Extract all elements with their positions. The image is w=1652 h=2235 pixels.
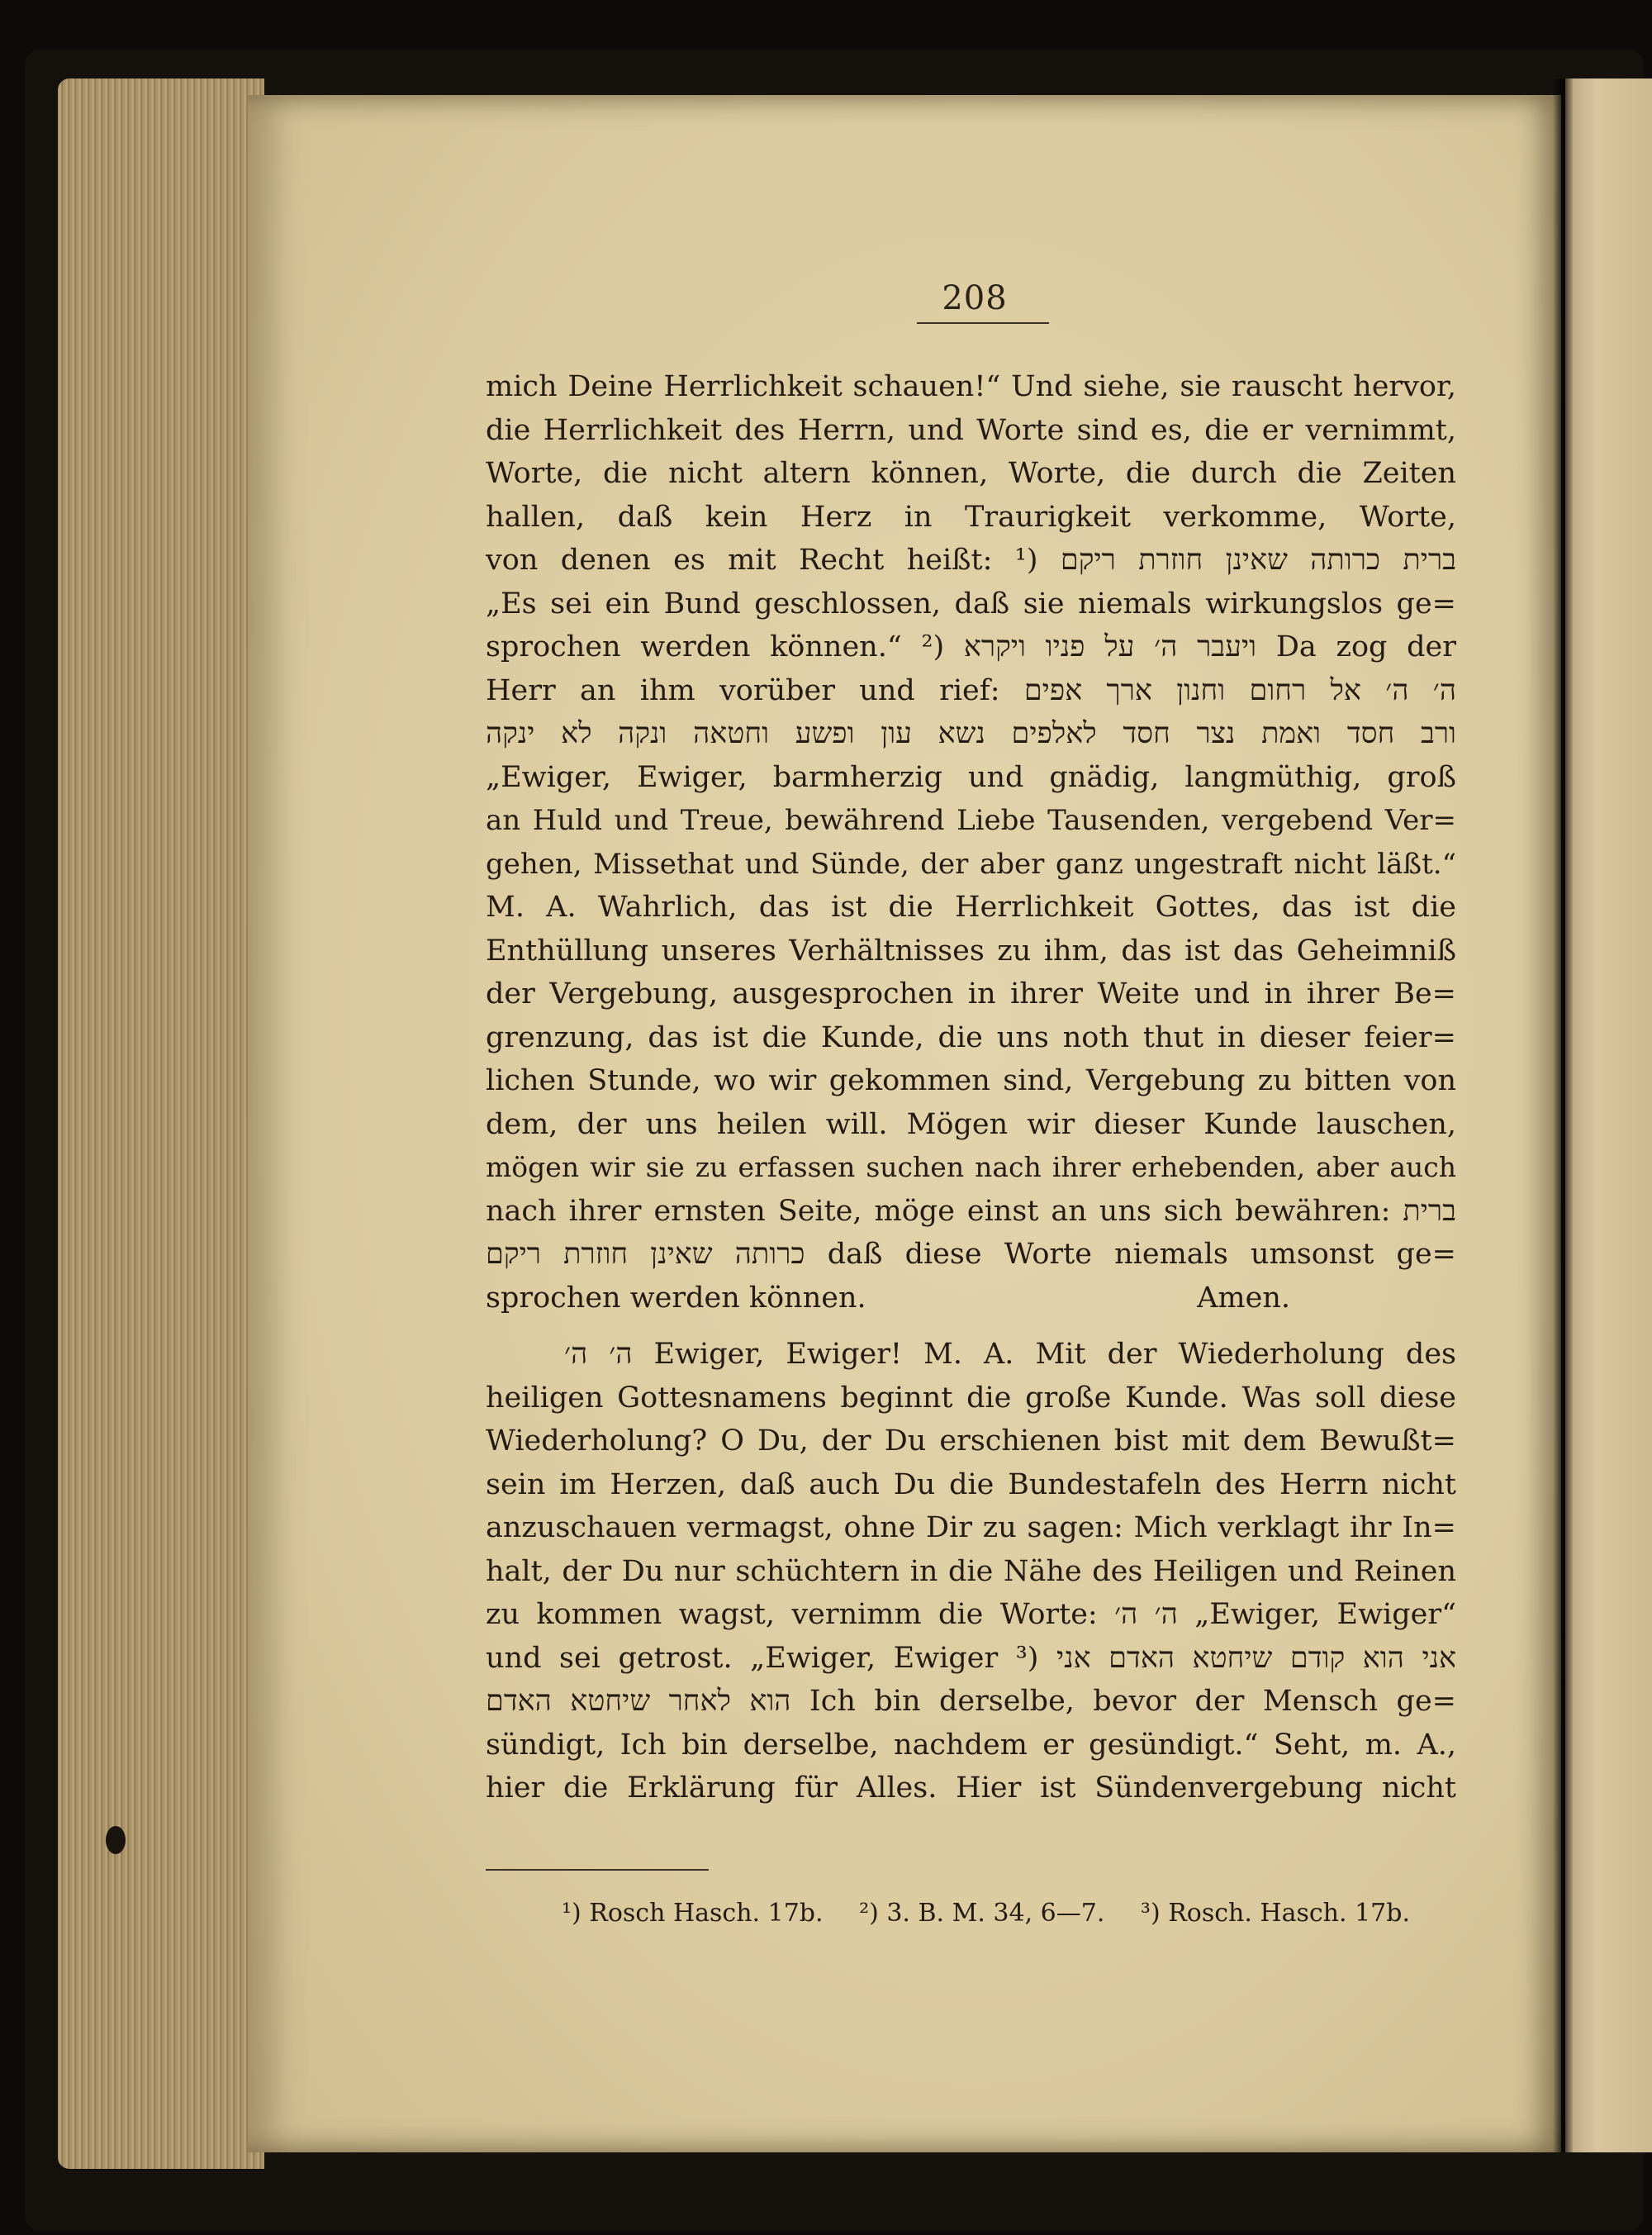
text-line: halt, der Du nur schüchtern in die Nähe des Heiligen und Reinen: [486, 1554, 1456, 1588]
text-line: von denen es mit Recht heißt: ¹) ברית כרותה שאינן חוזרת ריקם: [486, 544, 1457, 577]
text-line: Worte, die nicht altern können, Worte, die durch die Zeiten: [486, 457, 1456, 490]
text-line: lichen Stunde, wo wir gekommen sind, Vergebung zu bitten von: [486, 1064, 1456, 1097]
text-line: anzuschauen vermagst, ohne Dir zu sagen: Mich verklagt ihr In=: [486, 1511, 1456, 1544]
text-line: „Ewiger, Ewiger, barmherzig und gnädig, langmüthig, groß: [486, 760, 1456, 794]
text-line: hallen, daß kein Herz in Traurigkeit verkomme, Worte,: [486, 500, 1456, 534]
text-line: M. A. Wahrlich, das ist die Herrlichkeit Gottes, das ist die: [486, 891, 1456, 924]
ink-stain: [106, 1826, 126, 1854]
footnote: ³) Rosch. Hasch. 17b.: [1140, 1899, 1410, 1928]
footnotes: [562, 1899, 1470, 1928]
text-line: hier die Erklärung für Alles. Hier ist Sündenvergebung nicht: [486, 1771, 1456, 1805]
footnote: ²) 3. B. M. 34, 6—7.: [859, 1899, 1105, 1928]
text-line: Herr an ihm vorüber und rief: ה׳ ה׳ אל רחום וחנון ארך אפים: [486, 673, 1456, 707]
text-line: sündigt, Ich bin derselbe, nachdem er gesündigt.“ Seht, m. A.,: [486, 1728, 1456, 1762]
text-line: sprochen werden können. Amen.: [486, 1281, 1290, 1315]
text-line: die Herrlichkeit des Herrn, und Worte sind es, die er vernimmt,: [486, 413, 1456, 447]
text-line: der Vergebung, ausgesprochen in ihrer Weite und in ihrer Be=: [486, 977, 1456, 1011]
text-line: mögen wir sie zu erfassen suchen nach ihrer erhebenden, aber auch: [486, 1151, 1456, 1183]
book-gutter: [1553, 78, 1573, 2152]
text-line: an Huld und Treue, bewährend Liebe Tausenden, vergebend Ver=: [486, 804, 1456, 837]
body-text: [486, 365, 1456, 1810]
text-line: zu kommen wagst, vernimm die Worte: ה׳ ה׳ „Ewiger, Ewiger“: [486, 1598, 1456, 1631]
facing-page: [1565, 78, 1652, 2152]
text-line: dem, der uns heilen will. Mögen wir dieser Kunde lauschen,: [486, 1107, 1456, 1141]
page-number: 208: [942, 279, 1008, 317]
text-line: „Es sei ein Bund geschlossen, daß sie niemals wirkungslos ge=: [486, 587, 1456, 621]
text-line: Wiederholung? O Du, der Du erschienen bist mit dem Bewußt=: [486, 1424, 1456, 1458]
text-line: כרותה שאינן חוזרת ריקם daß diese Worte niemals umsonst ge=: [486, 1238, 1456, 1271]
text-line: gehen, Missethat und Sünde, der aber ganz ungestraft nicht läßt.“: [486, 847, 1456, 881]
text-line: sein im Herzen, daß auch Du die Bundestafeln des Herrn nicht: [486, 1467, 1456, 1501]
text-line: ורב חסד ואמת נצר חסד לאלפים נשא עון ופשע וחטאה ונקה לא ינקה: [486, 717, 1456, 750]
text-line: heiligen Gottesnamens beginnt die große Kunde. Was soll diese: [486, 1381, 1456, 1415]
header-rule: [917, 322, 1049, 324]
text-line: Enthüllung unseres Verhältnisses zu ihm, das ist das Geheimniß: [486, 934, 1456, 968]
text-line: הוא לאחר שיחטא האדם Ich bin derselbe, bevor der Mensch ge=: [486, 1685, 1456, 1718]
footnote: ¹) Rosch Hasch. 17b.: [562, 1899, 824, 1928]
footnote-rule: [486, 1869, 709, 1871]
page-edges: [58, 78, 264, 2169]
text-line: sprochen werden können.“ ²) ויעבר ה׳ על פניו ויקרא Da zog der: [486, 630, 1456, 663]
text-line: ה׳ ה׳ Ewiger, Ewiger! M. A. Mit der Wiederholung des: [564, 1338, 1456, 1371]
text-line: nach ihrer ernsten Seite, möge einst an uns sich bewähren: ברית: [486, 1194, 1456, 1228]
text-line: grenzung, das ist die Kunde, die uns noth thut in dieser feier=: [486, 1020, 1456, 1054]
text-line: und sei getrost. „Ewiger, Ewiger ³) אני הוא קודם שיחטא האדם אני: [486, 1641, 1457, 1675]
text-line: mich Deine Herrlichkeit schauen!“ Und siehe, sie rauscht hervor,: [486, 370, 1456, 403]
